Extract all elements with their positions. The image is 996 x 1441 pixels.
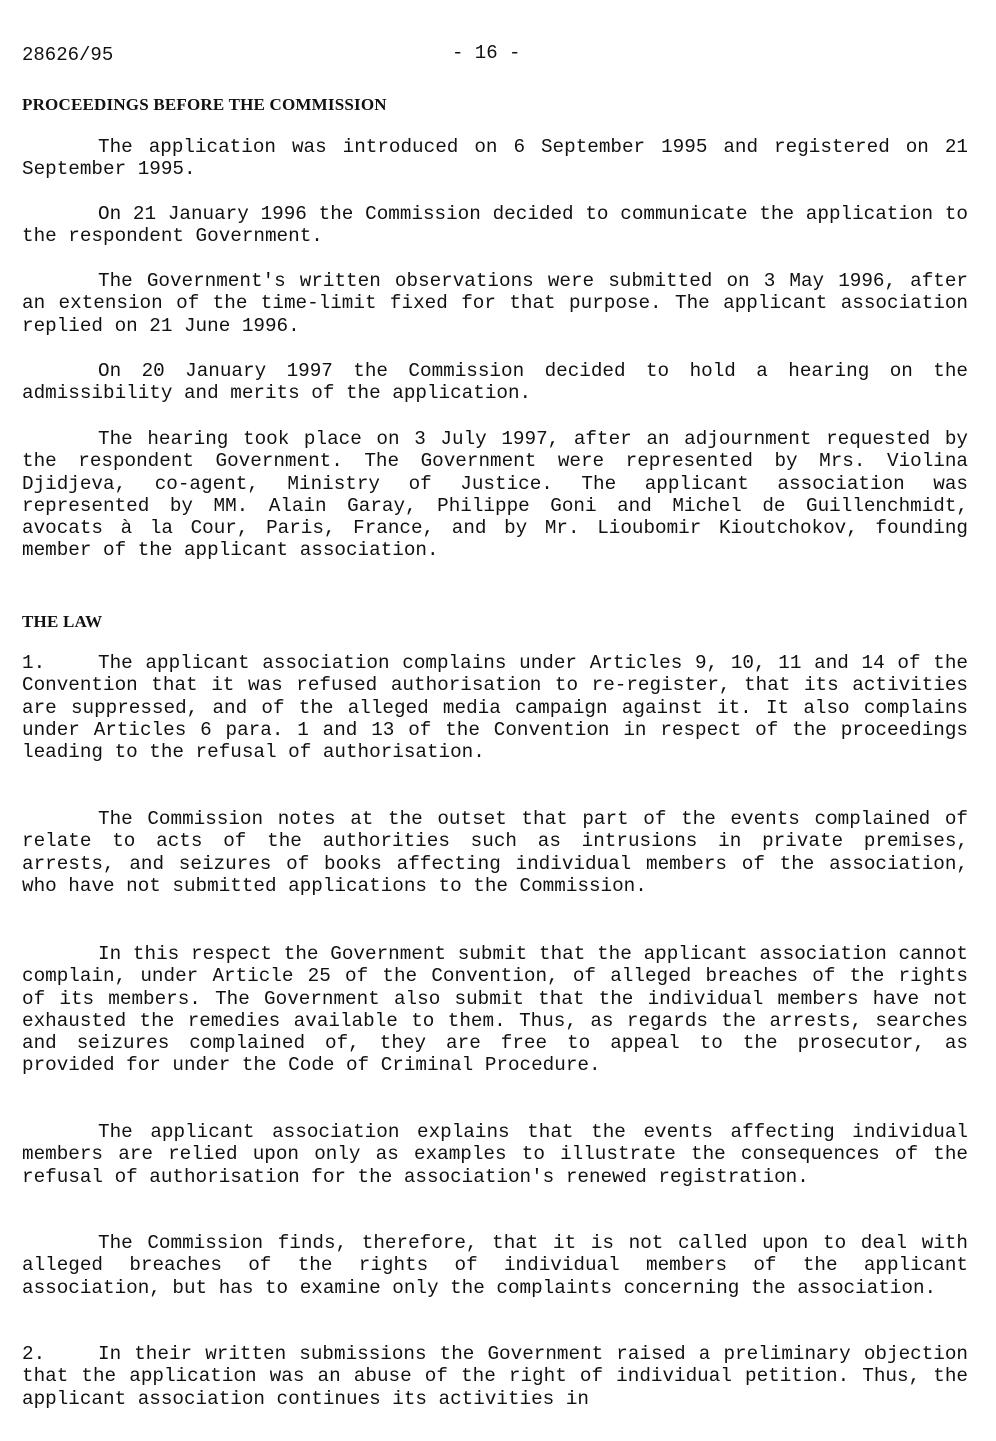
paragraph-observations: The Government's written observations were submitted on 3 May 1996, after an extension of the time-limit fixed for that purpose. The applicant association replied on 21 June 1996. <box>22 270 968 337</box>
paragraph-law-government: In this respect the Government submit that the applicant association cannot complain, under Article 25 of the Convention, of alleged breaches of the rights of its members. The Government also submit that the individual members have not exhausted the remedies available to them. Thus, as regards the arrests, searches and seizures complained of, they are free to appeal to the prosecutor, as provided for under the Code of Criminal Procedure. <box>22 943 968 1077</box>
law-heading: THE LAW <box>22 612 103 631</box>
page-number: - 16 - <box>452 42 521 64</box>
document-number: 28626/95 <box>22 44 114 66</box>
paragraph-law-2-text: In their written submissions the Government raised a preliminary objection that the application was an abuse of the right of individual petition. Thus, the applicant association continues its activities in <box>22 1343 968 1410</box>
paragraph-hearing: The hearing took place on 3 July 1997, after an adjournment requested by the respondent Government. The Government were represented by Mrs. Violina Djidjeva, co-agent, Ministry of Justice. The applicant association was represented by MM. Alain Garay, Philippe Goni and Michel de Guillenchmidt, avocats à la Cour, Paris, France, and by Mr. Lioubomir Kioutchokov, founding member of the applicant association. <box>22 428 968 562</box>
paragraph-law-explanation: The applicant association explains that the events affecting individual members are relied upon only as examples to illustrate the consequences of the refusal of authorisation for the association's renewed registration. <box>22 1121 968 1188</box>
proceedings-heading: PROCEEDINGS BEFORE THE COMMISSION <box>22 95 387 114</box>
paragraph-hearing-decision: On 20 January 1997 the Commission decided to hold a hearing on the admissibility and merits of the application. <box>22 360 968 405</box>
paragraph-law-2 <box>22 1343 968 1410</box>
paragraph-law-1 <box>22 652 968 763</box>
paragraph-law-1-text: The applicant association complains under Articles 9, 10, 11 and 14 of the Convention that it was refused authorisation to re-register, that its activities are suppressed, and of the alleged media campaign against it. It also complains under Articles 6 para. 1 and 13 of the Convention in respect of the proceedings leading to the refusal of authorisation. <box>22 652 968 764</box>
paragraph-law-outset: The Commission notes at the outset that part of the events complained of relate to acts of the authorities such as intrusions in private premises, arrests, and seizures of books affecting individual members of the association, who have not submitted applications to the Commission. <box>22 808 968 897</box>
paragraph-number: 2. <box>22 1343 46 1365</box>
paragraph-introduction: The application was introduced on 6 September 1995 and registered on 21 September 1995. <box>22 136 968 181</box>
paragraph-communication: On 21 January 1996 the Commission decided to communicate the application to the respondent Government. <box>22 203 968 248</box>
paragraph-number: 1. <box>22 652 46 674</box>
paragraph-law-finding: The Commission finds, therefore, that it is not called upon to deal with alleged breaches of the rights of individual members of the applicant association, but has to examine only the complaints concerning the association. <box>22 1232 968 1299</box>
